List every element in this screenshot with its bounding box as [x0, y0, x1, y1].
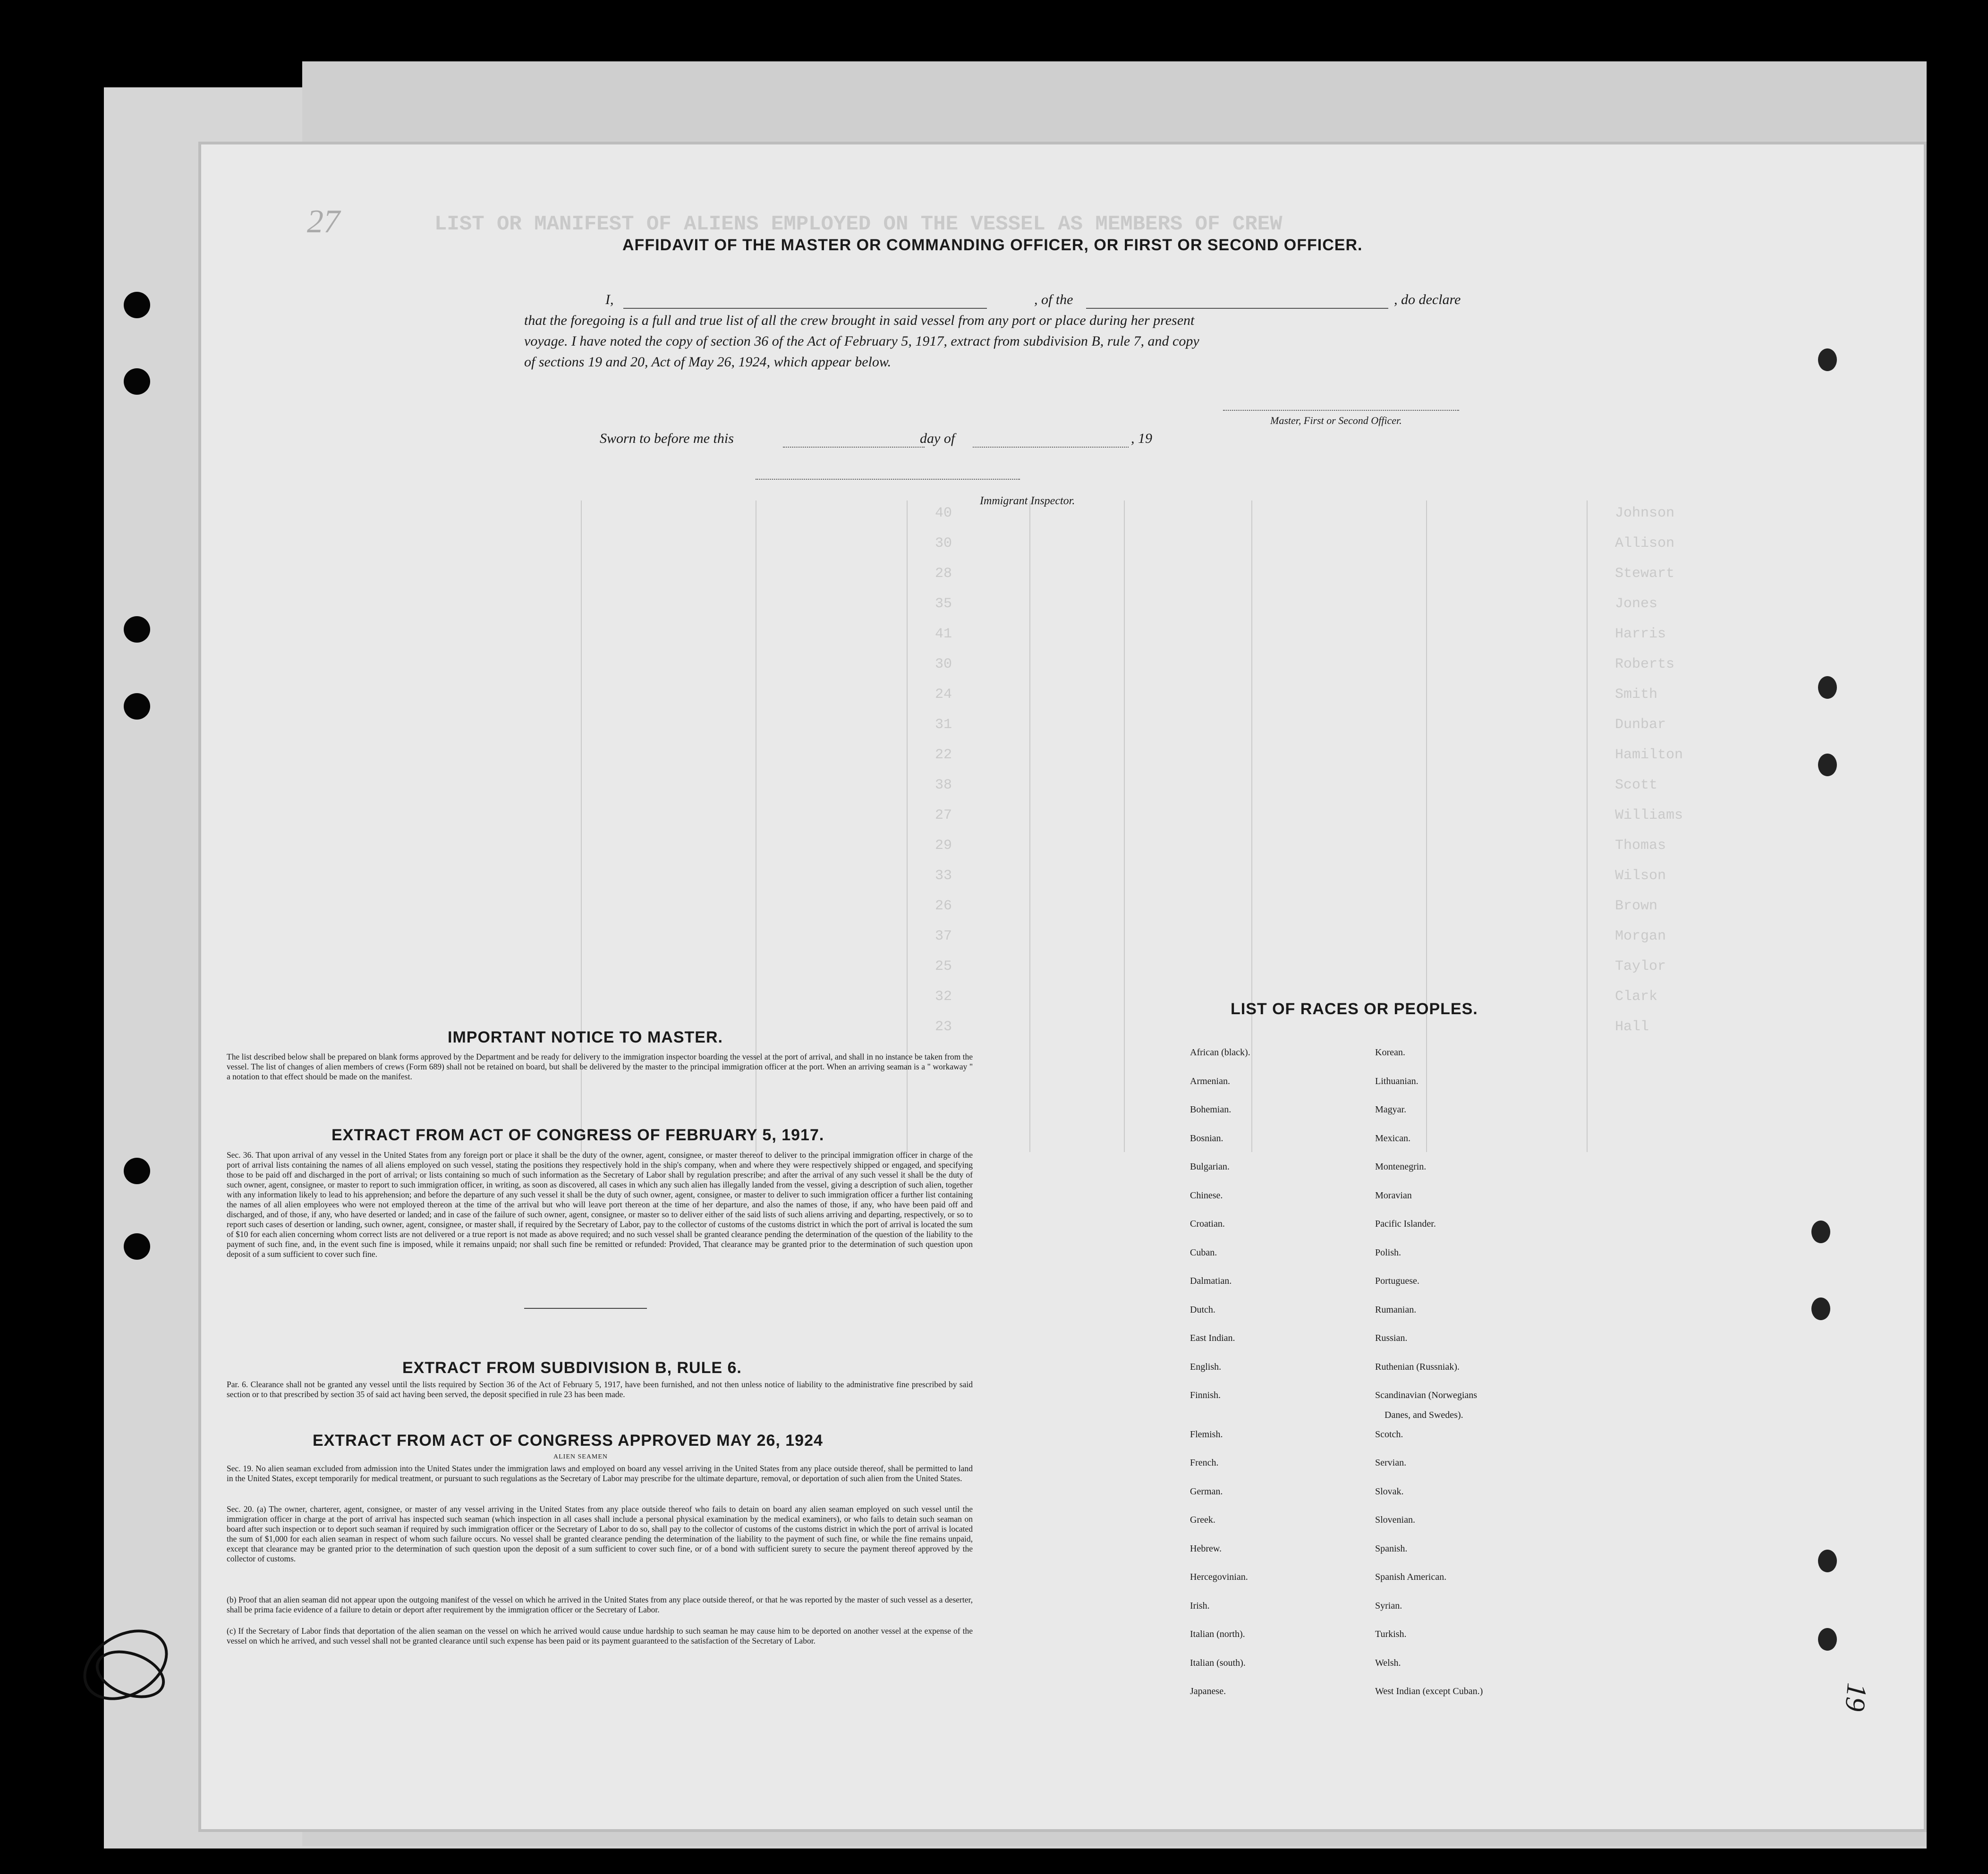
binder-hole [1818, 348, 1837, 371]
race-item: Italian (south). [1190, 1657, 1246, 1668]
month-blank [973, 447, 1129, 448]
race-item: Russian. [1375, 1333, 1408, 1343]
race-right-continuation: Danes, and Swedes). [1385, 1410, 1463, 1420]
race-item: Spanish American. [1375, 1572, 1447, 1582]
race-item: Pacific Islander. [1375, 1219, 1436, 1229]
bleed-column-line [1124, 500, 1125, 1152]
affidavit-title: AFFIDAVIT OF THE MASTER OR COMMANDING OFFICER, OR FIRST OR SECOND OFFICER. [622, 236, 1363, 254]
affidavit-line2: that the foregoing is a full and true list of all the crew brought in said vessel from any port or place during her present [524, 313, 1195, 328]
bleed-name: Morgan [1615, 928, 1666, 944]
affidavit-declare: , do declare [1394, 292, 1461, 307]
race-item: Italian (north). [1190, 1629, 1245, 1639]
bleed-name: Clark [1615, 989, 1658, 1005]
bleed-name: Allison [1615, 535, 1675, 551]
sec20b-body: (b) Proof that an alien seaman did not appear upon the outgoing manifest of the vessel on which he arrived in the United States from any place outside thereof, or that he was reported by the master of such vessel as a deserter, shall be prima facie evidence of a failure to detain or deport after requirement by the immigration officer or the Secretary of Labor. [227, 1595, 973, 1614]
extract-1924-title: EXTRACT FROM ACT OF CONGRESS APPROVED MAY 26, 1924 [313, 1432, 823, 1450]
bleed-number: 32 [935, 989, 952, 1005]
extract-rule6-title: EXTRACT FROM SUBDIVISION B, RULE 6. [402, 1359, 742, 1377]
day-of-label: day of [920, 431, 955, 446]
bleed-name: Wilson [1615, 868, 1666, 884]
affidavit-line4: of sections 19 and 20, Act of May 26, 1924, which appear below. [524, 354, 892, 370]
race-item: Scandinavian (Norwegians [1375, 1390, 1478, 1400]
bleed-name: Johnson [1615, 505, 1675, 521]
race-item: French. [1190, 1458, 1219, 1468]
bleed-column-line [1426, 500, 1427, 1152]
race-item: Dutch. [1190, 1304, 1215, 1315]
binder-hole [1818, 1550, 1837, 1572]
race-item: Turkish. [1375, 1629, 1407, 1639]
bleed-number: 25 [935, 958, 952, 975]
extract-1917-body: Sec. 36. That upon arrival of any vessel in the United States from any foreign port or place it shall be the duty of the owner, agent, consignee, or master thereof to deliver to the principal immigration officer in charge of the port of arrival lists containing the names of all aliens employed on such vessel, stating the positions they respectively hold in the ship's company, when and where they were respectively shipped or engaged, and specifying those to be paid off and discharged in the port of arrival; or lists containing so much of such information as the Secretary of Labor shall by regulation prescribe; and after the arrival of any such vessel it shall be the duty of such owner, agent, consignee, or master to report to such immigration officer, in writing, as soon as discovered, all cases in which any such alien has illegally landed from the vessel, giving a description of such alien, together with any information likely to lead to his apprehension; and before the departure of any such vessel it shall be the duty of such owner, agent, consignee, or master to deliver to such immigration officer a further list containing the names of all alien employees who were not employed thereon at the time of the arrival but who will leave port thereon at the time of her departure, and also the names of those, if any, who have been paid off and discharged, and of those, if any, who have deserted or landed; and in case of the failure of such owner, agent, consignee, or master so to deliver either of the said lists of such aliens arriving and departing, respectively, or so to report such cases of desertion or landing, such owner, agent, consignee, or master shall, if required by the Secretary of Labor, pay to the collector of customs of the customs district in which the port of arrival is located the sum of $10 for each alien concerning whom correct lists are not delivered or a true report is not made as above required; and no such vessel shall be granted clearance pending the determination of the question of the liability to the payment of such fine, and, in the event such fine is imposed, while it remains unpaid; nor shall such fine be remitted or refunded: Provided, That clearance may be granted prior to the determination of such question upon deposit of a sum sufficient to cover such fine. [227, 1150, 973, 1259]
race-item: English. [1190, 1361, 1222, 1372]
extract-rule6-body: Par. 6. Clearance shall not be granted any vessel until the lists required by Section 36 of the Act of February 5, 1917, have been furnished, and not then unless notice of liability to the administrative fine prescribed by said section or to that prescribed by section 35 of said act having been served, the deposit specified in rule 23 has been made. [227, 1380, 973, 1399]
bleed-number: 23 [935, 1019, 952, 1035]
race-item: Syrian. [1375, 1600, 1402, 1611]
binder-hole [124, 1233, 150, 1260]
bleed-number: 29 [935, 838, 952, 854]
form-page [198, 142, 1927, 1832]
race-item: Servian. [1375, 1458, 1407, 1468]
bleed-name: Stewart [1615, 566, 1675, 582]
race-item: Croatian. [1190, 1219, 1225, 1229]
race-item: Finnish. [1190, 1390, 1221, 1400]
bleed-number: 37 [935, 928, 952, 944]
bleed-number: 24 [935, 687, 952, 703]
race-item: Montenegrin. [1375, 1162, 1427, 1172]
bleed-number: 35 [935, 596, 952, 612]
bleed-name: Brown [1615, 898, 1658, 914]
extract-1917-title: EXTRACT FROM ACT OF CONGRESS OF FEBRUARY 5, 1917. [331, 1126, 824, 1144]
race-item: Bohemian. [1190, 1104, 1232, 1115]
race-item: Portuguese. [1375, 1276, 1419, 1286]
vessel-blank [1086, 308, 1388, 309]
binder-hole [1818, 676, 1837, 699]
binder-hole [1818, 1628, 1837, 1651]
race-item: African (black). [1190, 1047, 1250, 1058]
binder-hole [124, 1158, 150, 1184]
race-item: Greek. [1190, 1515, 1215, 1525]
bleed-name: Thomas [1615, 838, 1666, 854]
binder-hole [124, 693, 150, 720]
bleed-number: 41 [935, 626, 952, 642]
race-item: Irish. [1190, 1600, 1210, 1611]
corner-number: 27 [307, 204, 340, 240]
race-item: Spanish. [1375, 1543, 1408, 1554]
race-item: West Indian (except Cuban.) [1375, 1686, 1483, 1696]
bleed-name: Taylor [1615, 958, 1666, 975]
inspector-label: Immigrant Inspector. [980, 495, 1075, 507]
race-item: Scotch. [1375, 1429, 1403, 1440]
bleed-name: Hamilton [1615, 747, 1683, 763]
race-item: Slovenian. [1375, 1515, 1415, 1525]
inspector-signature-line [756, 479, 1020, 480]
bleed-column-line [1251, 500, 1252, 1152]
bleed-name: Harris [1615, 626, 1666, 642]
bleed-number: 30 [935, 535, 952, 551]
race-item: Flemish. [1190, 1429, 1223, 1440]
affidavit-i: I, [605, 292, 614, 307]
bleed-title: LIST OR MANIFEST OF ALIENS EMPLOYED ON THE VESSEL AS MEMBERS OF CREW [434, 212, 1283, 236]
race-item: Chinese. [1190, 1190, 1223, 1201]
races-title: LIST OF RACES OR PEOPLES. [1231, 1000, 1478, 1018]
bleed-number: 31 [935, 717, 952, 733]
race-item: Bosnian. [1190, 1133, 1223, 1144]
bleed-number: 22 [935, 747, 952, 763]
bleed-name: Williams [1615, 807, 1683, 823]
bleed-name: Jones [1615, 596, 1658, 612]
race-item: Korean. [1375, 1047, 1405, 1058]
binder-hole [124, 616, 150, 643]
binder-hole [1818, 754, 1837, 776]
bleed-name: Hall [1615, 1019, 1649, 1035]
binder-hole [124, 292, 150, 318]
bleed-number: 27 [935, 807, 952, 823]
bleed-column-line [1029, 500, 1030, 1152]
binder-hole [1811, 1221, 1830, 1243]
sec20a-body: Sec. 20. (a) The owner, charterer, agent, consignee, or master of any vessel arriving in the United States from any place outside thereof who fails to detain on board any alien seaman employed on such vessel until the immigration officer in charge at the port of arrival has inspected such seaman (which inspection in all cases shall include a personal physical examination by the medical examiners), or who fails to detain such seaman on board after such inspection or to deport such seaman if required by such immigration officer or the Secretary of Labor to do so, shall pay to the collector of customs of the customs district in which the port of arrival is located the sum of $1,000 for each alien seaman in respect of whom such failure occurs. No vessel shall be granted clearance pending the determination of the liability to the payment of such fine, or while the fine remains unpaid, except that clearance may be granted prior to the determination of such question upon the deposit of a sum sufficient to cover such fine, or of a bond with sufficient surety to secure the payment thereof approved by the collector of customs. [227, 1504, 973, 1563]
binder-hole [124, 368, 150, 395]
sec20c-body: (c) If the Secretary of Labor finds that deportation of the alien seaman on the vessel on which he arrived would cause undue hardship to such seaman he may cause him to be deported on another vessel at the expense of the vessel on which he arrived, and such vessel shall not be granted clearance until such expense has been paid or its payment guaranteed to the satisfaction of the Secretary of Labor. [227, 1626, 973, 1645]
race-item: Lithuanian. [1375, 1076, 1419, 1086]
race-item: Moravian [1375, 1190, 1412, 1201]
race-item: German. [1190, 1486, 1223, 1497]
binder-hole [1811, 1297, 1830, 1320]
page-number: 19 [1839, 1681, 1873, 1713]
race-item: Hebrew. [1190, 1543, 1222, 1554]
bleed-number: 33 [935, 868, 952, 884]
master-signature-line [1223, 410, 1459, 411]
race-item: Mexican. [1375, 1133, 1410, 1144]
bleed-name: Scott [1615, 777, 1658, 793]
race-item: Polish. [1375, 1247, 1402, 1258]
affidavit-of-the: , of the [1034, 292, 1073, 307]
bleed-number: 28 [935, 566, 952, 582]
bleed-name: Dunbar [1615, 717, 1666, 733]
alien-seamen-subtitle: ALIEN SEAMEN [553, 1453, 608, 1460]
race-item: Cuban. [1190, 1247, 1217, 1258]
bleed-number: 38 [935, 777, 952, 793]
race-item: Slovak. [1375, 1486, 1404, 1497]
race-item: Armenian. [1190, 1076, 1230, 1086]
bleed-column-line [1587, 500, 1588, 1152]
year-label: , 19 [1131, 431, 1152, 446]
name-blank [623, 308, 987, 309]
bleed-number: 30 [935, 656, 952, 672]
bleed-name: Smith [1615, 687, 1658, 703]
divider [524, 1308, 647, 1309]
bleed-number: 40 [935, 505, 952, 521]
notice-title: IMPORTANT NOTICE TO MASTER. [448, 1028, 723, 1046]
race-item: East Indian. [1190, 1333, 1235, 1343]
race-item: Dalmatian. [1190, 1276, 1232, 1286]
sworn-label: Sworn to before me this [600, 431, 734, 446]
race-item: Magyar. [1375, 1104, 1407, 1115]
bleed-name: Roberts [1615, 656, 1675, 672]
race-item: Rumanian. [1375, 1304, 1417, 1315]
master-label: Master, First or Second Officer. [1270, 415, 1402, 426]
bleed-number: 26 [935, 898, 952, 914]
race-item: Welsh. [1375, 1657, 1401, 1668]
race-item: Japanese. [1190, 1686, 1226, 1696]
race-item: Bulgarian. [1190, 1162, 1230, 1172]
race-item: Hercegovinian. [1190, 1572, 1248, 1582]
sworn-day-blank [783, 447, 925, 448]
sec19-body: Sec. 19. No alien seaman excluded from admission into the United States under the immigration laws and employed on board any vessel arriving in the United States from any place outside thereof, shall be permitted to land in the United States, except temporarily for medical treatment, or pursuant to such regulations as the Secretary of Labor may prescribe for the ultimate departure, removal, or deportation of such alien from the United States. [227, 1464, 973, 1483]
notice-body: The list described below shall be prepared on blank forms approved by the Department and be ready for delivery to the immigration inspector boarding the vessel at the port of arrival, and shall in no instance be taken from the vessel. The list of changes of alien members of crews (Form 689) shall not be retained on board, but shall be delivered by the master to the principal immigration officer at the port. When an arriving seaman is a " workaway " a notation to that effect should be made on the manifest. [227, 1052, 973, 1081]
race-item: Ruthenian (Russniak). [1375, 1361, 1460, 1372]
affidavit-line3: voyage. I have noted the copy of section 36 of the Act of February 5, 1917, extract from subdivision B, rule 7, and copy [524, 333, 1199, 349]
